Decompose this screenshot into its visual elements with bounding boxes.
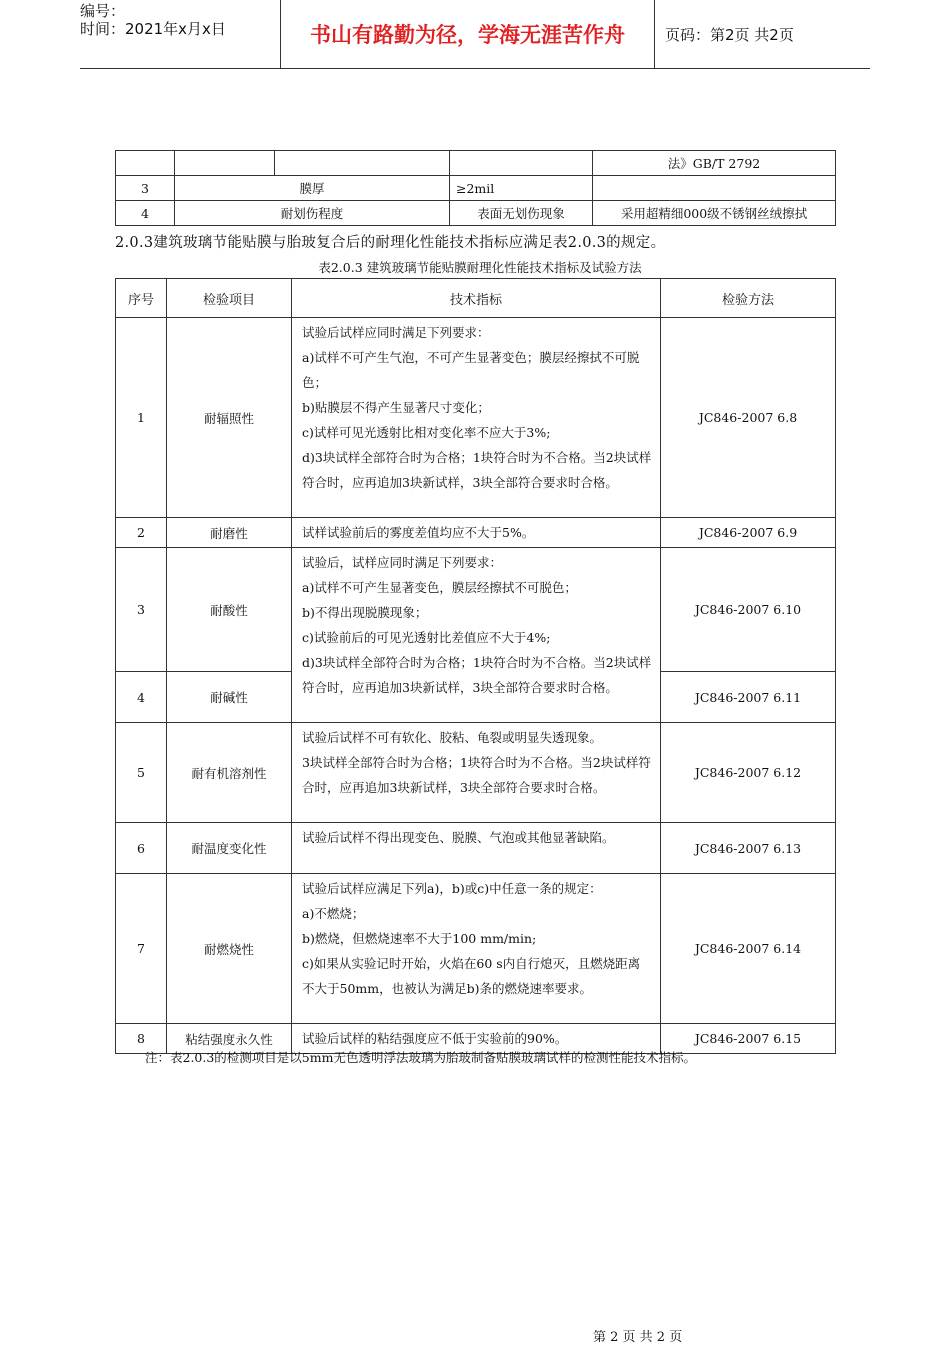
table-row [116, 823, 836, 874]
performance-table [115, 278, 836, 1054]
table-cell: 耐划伤程度 [175, 201, 450, 226]
row-method: JC846-2007 6.15 [661, 1024, 836, 1054]
row-method: JC846-2007 6.8 [661, 318, 836, 518]
spec-line: 试验后试样应满足下列a)，b)或c)中任意一条的规定： [302, 881, 602, 896]
row-spec [292, 318, 661, 518]
section-paragraph: 2.0.3建筑玻璃节能贴膜与胎玻复合后的耐理化性能技术指标应满足表2.0.3的规定。 [115, 235, 666, 251]
row-item: 耐辐照性 [167, 318, 292, 518]
table-cell: 表面无划伤现象 [450, 201, 593, 226]
table-row [116, 548, 836, 672]
table-row [116, 874, 836, 1024]
table-cell: 采用超精细000级不锈钢丝绒擦拭 [593, 201, 836, 226]
continued-table [115, 150, 836, 226]
table-cell: 4 [116, 201, 175, 226]
table-caption: 表2.0.3 建筑玻璃节能贴膜耐理化性能技术指标及试验方法 [318, 260, 642, 275]
table-cell [175, 151, 275, 176]
row-no: 6 [116, 823, 167, 874]
header-meta [80, 0, 281, 68]
row-no: 3 [116, 548, 167, 672]
spec-line: d)3块试样全部符合时为合格；1块符合时为不合格。当2块试样符合时，应再追加3块新试样，3块全部符合要求时合格。 [302, 450, 652, 490]
spec-line: b)不得出现脱膜现象； [302, 605, 428, 620]
row-item: 粘结强度永久性 [167, 1024, 292, 1054]
row-no: 8 [116, 1024, 167, 1054]
table-cell: 3 [116, 176, 175, 201]
spec-line: 试验后试样不可有软化、胶粘、龟裂或明显失透现象。 [302, 730, 603, 745]
row-method: JC846-2007 6.10 [661, 548, 836, 672]
header-method: 检验方法 [661, 279, 836, 318]
table-row [116, 151, 836, 176]
row-method: JC846-2007 6.13 [661, 823, 836, 874]
row-item: 耐磨性 [167, 518, 292, 548]
row-item: 耐燃烧性 [167, 874, 292, 1024]
spec-line: 试验后，试样应同时满足下列要求： [302, 555, 503, 570]
row-method: JC846-2007 6.11 [661, 672, 836, 723]
header-spec: 技术指标 [292, 279, 661, 318]
header-item: 检验项目 [167, 279, 292, 318]
row-no: 4 [116, 672, 167, 723]
number-label: 编号： [80, 2, 126, 20]
row-method: JC846-2007 6.14 [661, 874, 836, 1024]
spec-line: d)3块试样全部符合时为合格；1块符合时为不合格。当2块试样符合时，应再追加3块新试样，3块全部符合要求时合格。 [302, 655, 652, 695]
page-footer: 第 2 页 共 2 页 [593, 1330, 683, 1345]
row-spec [292, 518, 661, 548]
table-row [116, 318, 836, 518]
table-cell: 膜厚 [175, 176, 450, 201]
spec-line: 3块试样全部符合时为合格；1块符合时为不合格。当2块试样符合时，应再追加3块新试样，3块全部符合要求时合格。 [302, 755, 651, 795]
table-row [116, 201, 836, 226]
row-item: 耐碱性 [167, 672, 292, 723]
spec-line: a)试样不可产生气泡，不可产生显著变色；膜层经擦拭不可脱色； [302, 350, 640, 390]
spec-line: a)不燃烧； [302, 906, 365, 921]
time-label: 时间：2021年x月x日 [80, 20, 226, 38]
spec-line: 试验后试样应同时满足下列要求： [302, 325, 490, 340]
spec-line: 试验后试样不得出现变色、脱膜、气泡或其他显著缺陷。 [302, 830, 615, 845]
table-cell: ≥2mil [450, 176, 593, 201]
table-note: 注：表2.0.3的检测项目是以5mm无色透明浮法玻璃为胎玻制备贴膜玻璃试样的检测性能技术指标。 [145, 1050, 696, 1065]
row-spec [292, 823, 661, 874]
spec-line: c)试样可见光透射比相对变化率不应大于3%; [302, 425, 551, 440]
table-cell [593, 176, 836, 201]
row-spec [292, 723, 661, 823]
spec-line: c)如果从实验记时开始，火焰在60 s内自行熄灭，且燃烧距离不大于50mm，也被认为满足b)条的燃烧速率要求。 [302, 956, 641, 996]
table-row [116, 176, 836, 201]
page-header [80, 0, 870, 69]
row-method: JC846-2007 6.12 [661, 723, 836, 823]
table-cell [275, 151, 450, 176]
spec-line: b)燃烧，但燃烧速率不大于100 mm/min; [302, 931, 537, 946]
row-item: 耐温度变化性 [167, 823, 292, 874]
row-item: 耐酸性 [167, 548, 292, 672]
row-method: JC846-2007 6.9 [661, 518, 836, 548]
table-row [116, 723, 836, 823]
table-row [116, 518, 836, 548]
spec-line: 试样试验前后的雾度差值均应不大于5%。 [302, 525, 535, 540]
spec-line: a)试样不可产生显著变色，膜层经擦拭不可脱色； [302, 580, 577, 595]
row-no: 2 [116, 518, 167, 548]
row-no: 7 [116, 874, 167, 1024]
table-header-row [116, 279, 836, 318]
table-cell [450, 151, 593, 176]
table-cell: 法》GB/T 2792 [593, 151, 836, 176]
row-no: 5 [116, 723, 167, 823]
spec-line: b)贴膜层不得产生显著尺寸变化； [302, 400, 490, 415]
spec-line: 试验后试样的粘结强度应不低于实验前的90%。 [302, 1031, 568, 1046]
row-item: 耐有机溶剂性 [167, 723, 292, 823]
header-page-label: 页码：第2页 共2页 [665, 25, 794, 44]
spec-line: c)试验前后的可见光透射比差值应不大于4%; [302, 630, 551, 645]
header-no: 序号 [116, 279, 167, 318]
row-spec [292, 548, 661, 723]
row-spec [292, 874, 661, 1024]
header-motto: 书山有路勤为径，学海无涯苦作舟 [281, 0, 655, 68]
table-cell [116, 151, 175, 176]
row-no: 1 [116, 318, 167, 518]
